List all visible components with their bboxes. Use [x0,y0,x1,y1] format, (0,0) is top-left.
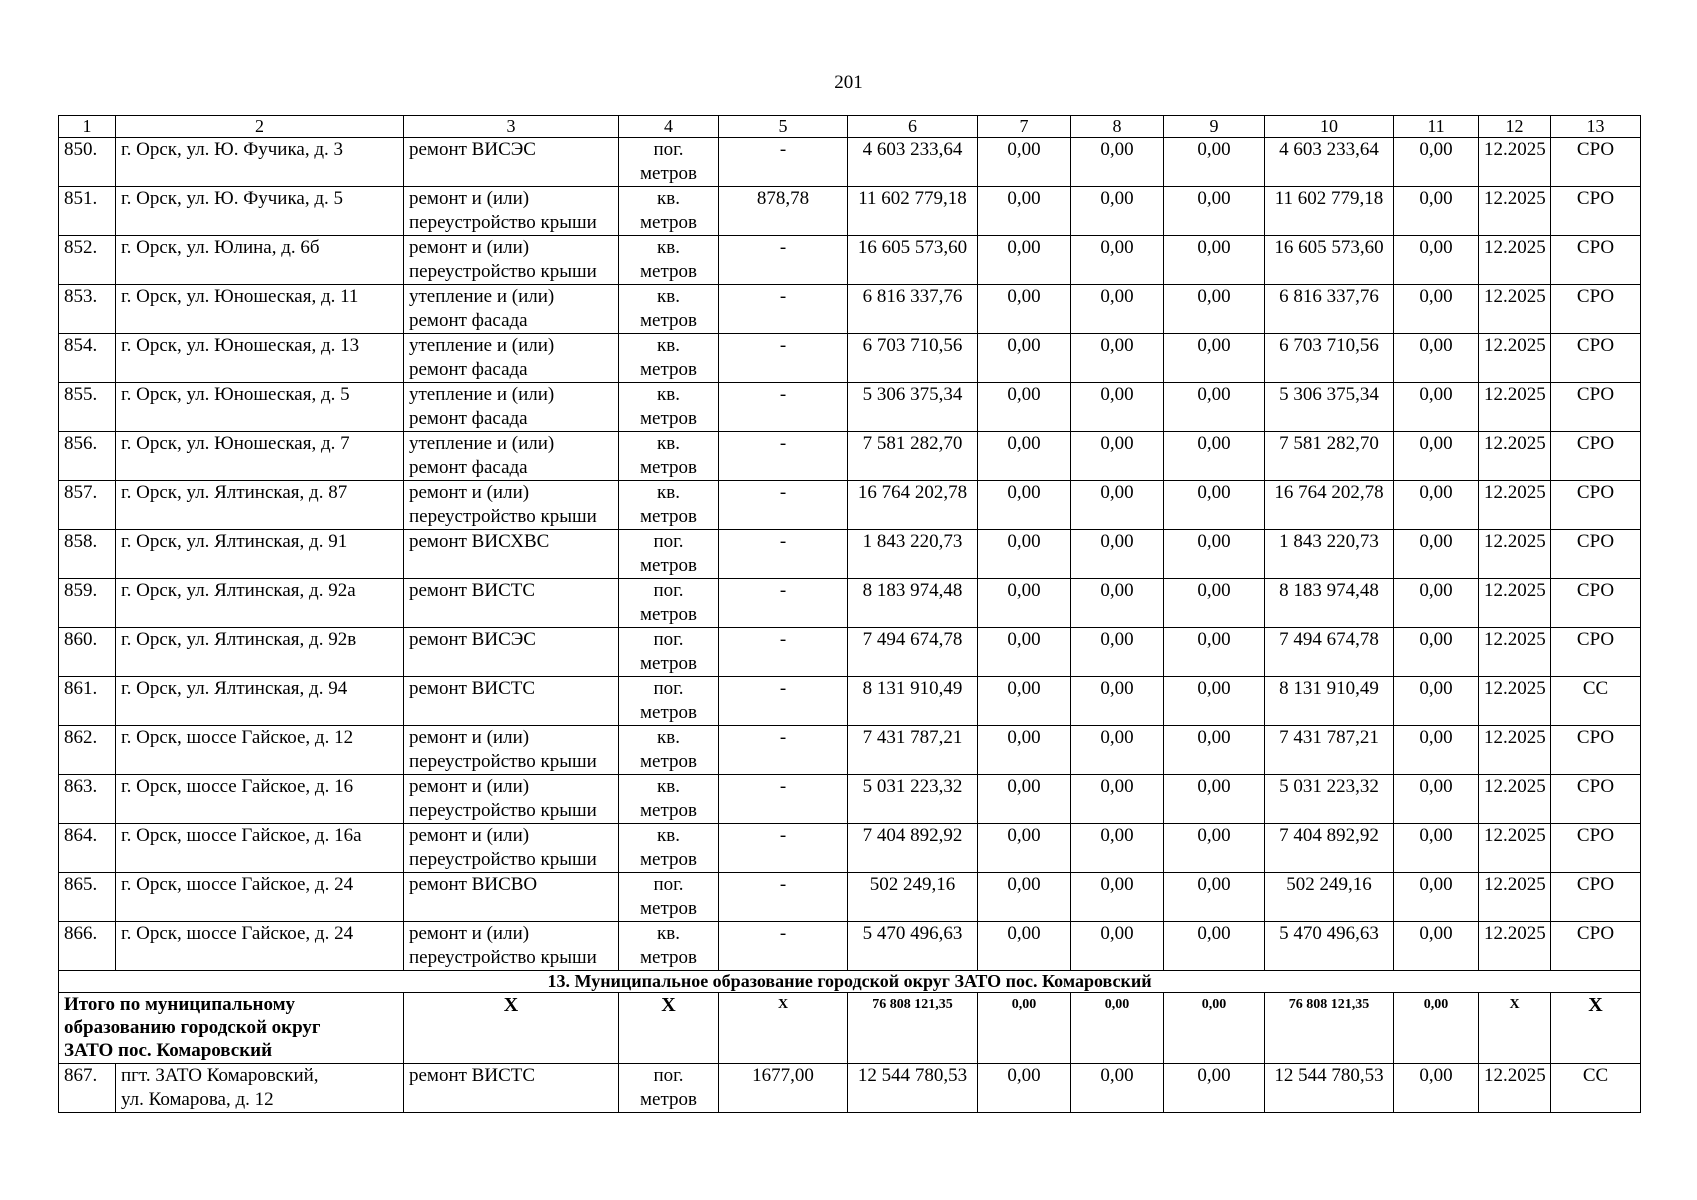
method-cell: СРО [1551,775,1641,824]
total-col9: 0,00 [1164,993,1265,1064]
col11-cell: 0,00 [1394,726,1479,775]
area-cell: - [719,530,848,579]
col7-cell: 0,00 [978,775,1071,824]
address-cell: г. Орск, ул. Ялтинская, д. 87 [116,481,404,530]
row-number: 865. [59,873,116,922]
total-cost-cell: 7 404 892,92 [848,824,978,873]
work-type-cell: ремонт ВИСВО [404,873,619,922]
method-cell: СРО [1551,187,1641,236]
col10-cell: 16 764 202,78 [1265,481,1394,530]
address-cell: г. Орск, ул. Ялтинская, д. 92в [116,628,404,677]
date-cell: 12.2025 [1479,481,1551,530]
unit-cell: пог. метров [619,530,719,579]
col10-cell: 4 603 233,64 [1265,138,1394,187]
col7-cell: 0,00 [978,824,1071,873]
area-cell: - [719,873,848,922]
total-cost-cell: 1 843 220,73 [848,530,978,579]
col10-cell: 5 470 496,63 [1265,922,1394,971]
work-type-cell: утепление и (или) ремонт фасада [404,432,619,481]
total-col3: X [404,993,619,1064]
col9-cell: 0,00 [1164,334,1265,383]
method-cell: СРО [1551,873,1641,922]
date-cell: 12.2025 [1479,383,1551,432]
address-cell: г. Орск, ул. Юлина, д. 6б [116,236,404,285]
address-cell: г. Орск, ул. Ю. Фучика, д. 5 [116,187,404,236]
col10-cell: 7 581 282,70 [1265,432,1394,481]
section-title: 13. Муниципальное образование городской округ ЗАТО пос. Комаровский [59,971,1641,993]
col10-cell: 7 494 674,78 [1265,628,1394,677]
unit-cell: кв. метров [619,236,719,285]
date-cell: 12.2025 [1479,432,1551,481]
col7-cell: 0,00 [978,1064,1071,1113]
date-cell: 12.2025 [1479,922,1551,971]
col7-cell: 0,00 [978,432,1071,481]
col7-cell: 0,00 [978,334,1071,383]
method-cell: СРО [1551,481,1641,530]
col10-cell: 16 605 573,60 [1265,236,1394,285]
total-cost-cell: 12 544 780,53 [848,1064,978,1113]
work-type-cell: ремонт и (или) переустройство крыши [404,824,619,873]
col8-cell: 0,00 [1071,775,1164,824]
total-col11: 0,00 [1394,993,1479,1064]
work-type-cell: ремонт и (или) переустройство крыши [404,481,619,530]
col9-cell: 0,00 [1164,824,1265,873]
unit-cell: кв. метров [619,383,719,432]
col9-cell: 0,00 [1164,236,1265,285]
total-cost-cell: 6 703 710,56 [848,334,978,383]
row-number: 851. [59,187,116,236]
col8-cell: 0,00 [1071,873,1164,922]
method-cell: СРО [1551,432,1641,481]
table-row [59,285,1641,334]
date-cell: 12.2025 [1479,530,1551,579]
total-cost-cell: 5 306 375,34 [848,383,978,432]
table-row [59,432,1641,481]
table-row [59,530,1641,579]
method-cell: СРО [1551,285,1641,334]
total-col7: 0,00 [978,993,1071,1064]
row-number: 860. [59,628,116,677]
area-cell: 878,78 [719,187,848,236]
col7-cell: 0,00 [978,873,1071,922]
col10-cell: 502 249,16 [1265,873,1394,922]
row-number: 864. [59,824,116,873]
col7-cell: 0,00 [978,236,1071,285]
col9-cell: 0,00 [1164,481,1265,530]
address-cell: г. Орск, шоссе Гайское, д. 24 [116,873,404,922]
address-cell: пгт. ЗАТО Комаровский, ул. Комарова, д. 12 [116,1064,404,1113]
work-type-cell: утепление и (или) ремонт фасада [404,334,619,383]
column-header: 8 [1071,116,1164,138]
method-cell: СРО [1551,383,1641,432]
unit-cell: пог. метров [619,138,719,187]
col7-cell: 0,00 [978,285,1071,334]
unit-cell: кв. метров [619,187,719,236]
total-cost-cell: 7 581 282,70 [848,432,978,481]
column-header: 6 [848,116,978,138]
column-header: 9 [1164,116,1265,138]
address-cell: г. Орск, ул. Юношеская, д. 13 [116,334,404,383]
area-cell: - [719,824,848,873]
area-cell: - [719,334,848,383]
col8-cell: 0,00 [1071,628,1164,677]
col7-cell: 0,00 [978,726,1071,775]
col10-cell: 8 131 910,49 [1265,677,1394,726]
col11-cell: 0,00 [1394,677,1479,726]
address-cell: г. Орск, ул. Ю. Фучика, д. 3 [116,138,404,187]
work-type-cell: ремонт ВИСЭС [404,628,619,677]
col11-cell: 0,00 [1394,187,1479,236]
table-header-row [59,116,1641,138]
col9-cell: 0,00 [1164,922,1265,971]
col10-cell: 7 404 892,92 [1265,824,1394,873]
col9-cell: 0,00 [1164,187,1265,236]
col9-cell: 0,00 [1164,138,1265,187]
col9-cell: 0,00 [1164,432,1265,481]
row-number: 858. [59,530,116,579]
total-cost-cell: 11 602 779,18 [848,187,978,236]
area-cell: - [719,579,848,628]
col10-cell: 8 183 974,48 [1265,579,1394,628]
row-number: 853. [59,285,116,334]
col8-cell: 0,00 [1071,677,1164,726]
row-number: 855. [59,383,116,432]
total-cost-cell: 4 603 233,64 [848,138,978,187]
total-cost-cell: 16 605 573,60 [848,236,978,285]
col10-cell: 1 843 220,73 [1265,530,1394,579]
col10-cell: 7 431 787,21 [1265,726,1394,775]
capital-repair-table [58,115,1641,1113]
col7-cell: 0,00 [978,922,1071,971]
table-row [59,383,1641,432]
date-cell: 12.2025 [1479,1064,1551,1113]
work-type-cell: ремонт ВИСТС [404,677,619,726]
col8-cell: 0,00 [1071,481,1164,530]
col8-cell: 0,00 [1071,922,1164,971]
total-col13: X [1551,993,1641,1064]
work-type-cell: ремонт ВИСЭС [404,138,619,187]
address-cell: г. Орск, ул. Ялтинская, д. 94 [116,677,404,726]
table-body [59,116,1641,1113]
unit-cell: кв. метров [619,726,719,775]
row-number: 850. [59,138,116,187]
method-cell: СРО [1551,922,1641,971]
table-row [59,579,1641,628]
col9-cell: 0,00 [1164,383,1265,432]
total-cost-cell: 7 494 674,78 [848,628,978,677]
col7-cell: 0,00 [978,138,1071,187]
date-cell: 12.2025 [1479,628,1551,677]
col8-cell: 0,00 [1071,138,1164,187]
col10-cell: 5 306 375,34 [1265,383,1394,432]
col8-cell: 0,00 [1071,285,1164,334]
row-number: 859. [59,579,116,628]
column-header: 7 [978,116,1071,138]
total-cost-cell: 8 131 910,49 [848,677,978,726]
row-number: 862. [59,726,116,775]
total-col5: X [719,993,848,1064]
total-cost-cell: 16 764 202,78 [848,481,978,530]
col8-cell: 0,00 [1071,432,1164,481]
col10-cell: 5 031 223,32 [1265,775,1394,824]
area-cell: 1677,00 [719,1064,848,1113]
col11-cell: 0,00 [1394,432,1479,481]
row-number: 861. [59,677,116,726]
total-cost-cell: 5 031 223,32 [848,775,978,824]
col9-cell: 0,00 [1164,285,1265,334]
col7-cell: 0,00 [978,628,1071,677]
total-row [59,993,1641,1064]
total-col8: 0,00 [1071,993,1164,1064]
col7-cell: 0,00 [978,530,1071,579]
unit-cell: пог. метров [619,579,719,628]
col8-cell: 0,00 [1071,187,1164,236]
row-number: 857. [59,481,116,530]
address-cell: г. Орск, ул. Юношеская, д. 5 [116,383,404,432]
unit-cell: кв. метров [619,922,719,971]
col10-cell: 12 544 780,53 [1265,1064,1394,1113]
method-cell: СРО [1551,530,1641,579]
total-cost-cell: 8 183 974,48 [848,579,978,628]
col9-cell: 0,00 [1164,775,1265,824]
work-type-cell: ремонт ВИСТС [404,1064,619,1113]
method-cell: СРО [1551,334,1641,383]
row-number: 856. [59,432,116,481]
col8-cell: 0,00 [1071,236,1164,285]
total-label: Итого по муниципальному образованию городской округ ЗАТО пос. Комаровский [59,993,404,1064]
table-row [59,824,1641,873]
col7-cell: 0,00 [978,677,1071,726]
address-cell: г. Орск, ул. Юношеская, д. 11 [116,285,404,334]
col8-cell: 0,00 [1071,383,1164,432]
area-cell: - [719,432,848,481]
table-row [59,334,1641,383]
row-number: 852. [59,236,116,285]
method-cell: СРО [1551,138,1641,187]
address-cell: г. Орск, ул. Ялтинская, д. 92а [116,579,404,628]
col11-cell: 0,00 [1394,236,1479,285]
col11-cell: 0,00 [1394,873,1479,922]
col8-cell: 0,00 [1071,579,1164,628]
total-cost-cell: 5 470 496,63 [848,922,978,971]
area-cell: - [719,726,848,775]
area-cell: - [719,922,848,971]
column-header: 13 [1551,116,1641,138]
column-header: 5 [719,116,848,138]
row-number: 866. [59,922,116,971]
address-cell: г. Орск, шоссе Гайское, д. 12 [116,726,404,775]
date-cell: 12.2025 [1479,334,1551,383]
col9-cell: 0,00 [1164,628,1265,677]
date-cell: 12.2025 [1479,824,1551,873]
row-number: 863. [59,775,116,824]
area-cell: - [719,481,848,530]
total-cost-cell: 502 249,16 [848,873,978,922]
table-row [59,138,1641,187]
col11-cell: 0,00 [1394,824,1479,873]
col9-cell: 0,00 [1164,873,1265,922]
table-row [59,1064,1641,1113]
work-type-cell: ремонт и (или) переустройство крыши [404,922,619,971]
col11-cell: 0,00 [1394,530,1479,579]
table-row [59,481,1641,530]
total-cost-cell: 6 816 337,76 [848,285,978,334]
column-header: 2 [116,116,404,138]
col8-cell: 0,00 [1071,1064,1164,1113]
unit-cell: кв. метров [619,775,719,824]
area-cell: - [719,775,848,824]
col10-cell: 6 703 710,56 [1265,334,1394,383]
table-row [59,922,1641,971]
total-col12: X [1479,993,1551,1064]
col9-cell: 0,00 [1164,579,1265,628]
address-cell: г. Орск, шоссе Гайское, д. 16 [116,775,404,824]
area-cell: - [719,677,848,726]
unit-cell: кв. метров [619,481,719,530]
method-cell: СРО [1551,726,1641,775]
unit-cell: кв. метров [619,432,719,481]
unit-cell: пог. метров [619,677,719,726]
total-col4: X [619,993,719,1064]
unit-cell: пог. метров [619,1064,719,1113]
col8-cell: 0,00 [1071,530,1164,579]
column-header: 11 [1394,116,1479,138]
col11-cell: 0,00 [1394,628,1479,677]
col11-cell: 0,00 [1394,334,1479,383]
total-cost-cell: 7 431 787,21 [848,726,978,775]
col7-cell: 0,00 [978,383,1071,432]
table-row [59,236,1641,285]
table-row [59,187,1641,236]
col8-cell: 0,00 [1071,334,1164,383]
col7-cell: 0,00 [978,187,1071,236]
col9-cell: 0,00 [1164,726,1265,775]
work-type-cell: утепление и (или) ремонт фасада [404,383,619,432]
area-cell: - [719,628,848,677]
col7-cell: 0,00 [978,481,1071,530]
method-cell: СРО [1551,236,1641,285]
table-row [59,873,1641,922]
work-type-cell: ремонт ВИСХВС [404,530,619,579]
column-header: 1 [59,116,116,138]
column-header: 12 [1479,116,1551,138]
address-cell: г. Орск, ул. Ялтинская, д. 91 [116,530,404,579]
section-row [59,971,1641,993]
address-cell: г. Орск, ул. Юношеская, д. 7 [116,432,404,481]
work-type-cell: ремонт и (или) переустройство крыши [404,187,619,236]
date-cell: 12.2025 [1479,579,1551,628]
date-cell: 12.2025 [1479,677,1551,726]
col8-cell: 0,00 [1071,726,1164,775]
area-cell: - [719,285,848,334]
date-cell: 12.2025 [1479,726,1551,775]
col10-cell: 6 816 337,76 [1265,285,1394,334]
method-cell: СРО [1551,579,1641,628]
area-cell: - [719,383,848,432]
unit-cell: кв. метров [619,824,719,873]
col11-cell: 0,00 [1394,579,1479,628]
work-type-cell: ремонт и (или) переустройство крыши [404,236,619,285]
col8-cell: 0,00 [1071,824,1164,873]
total-col10: 76 808 121,35 [1265,993,1394,1064]
col11-cell: 0,00 [1394,481,1479,530]
unit-cell: кв. метров [619,285,719,334]
address-cell: г. Орск, шоссе Гайское, д. 16а [116,824,404,873]
column-header: 4 [619,116,719,138]
unit-cell: кв. метров [619,334,719,383]
column-header: 10 [1265,116,1394,138]
col11-cell: 0,00 [1394,1064,1479,1113]
table-row [59,726,1641,775]
page-number: 201 [834,72,863,93]
col9-cell: 0,00 [1164,677,1265,726]
date-cell: 12.2025 [1479,187,1551,236]
method-cell: СРО [1551,824,1641,873]
col10-cell: 11 602 779,18 [1265,187,1394,236]
col9-cell: 0,00 [1164,530,1265,579]
table-row [59,628,1641,677]
method-cell: СРО [1551,628,1641,677]
total-cost: 76 808 121,35 [848,993,978,1064]
date-cell: 12.2025 [1479,775,1551,824]
col11-cell: 0,00 [1394,138,1479,187]
col9-cell: 0,00 [1164,1064,1265,1113]
table-row [59,775,1641,824]
work-type-cell: ремонт и (или) переустройство крыши [404,775,619,824]
date-cell: 12.2025 [1479,138,1551,187]
work-type-cell: ремонт и (или) переустройство крыши [404,726,619,775]
area-cell: - [719,236,848,285]
work-type-cell: ремонт ВИСТС [404,579,619,628]
method-cell: СС [1551,677,1641,726]
method-cell: СС [1551,1064,1641,1113]
row-number: 867. [59,1064,116,1113]
col11-cell: 0,00 [1394,922,1479,971]
date-cell: 12.2025 [1479,873,1551,922]
unit-cell: пог. метров [619,873,719,922]
area-cell: - [719,138,848,187]
address-cell: г. Орск, шоссе Гайское, д. 24 [116,922,404,971]
col7-cell: 0,00 [978,579,1071,628]
work-type-cell: утепление и (или) ремонт фасада [404,285,619,334]
col11-cell: 0,00 [1394,775,1479,824]
column-header: 3 [404,116,619,138]
col11-cell: 0,00 [1394,285,1479,334]
row-number: 854. [59,334,116,383]
table-row [59,677,1641,726]
date-cell: 12.2025 [1479,285,1551,334]
col11-cell: 0,00 [1394,383,1479,432]
date-cell: 12.2025 [1479,236,1551,285]
unit-cell: пог. метров [619,628,719,677]
